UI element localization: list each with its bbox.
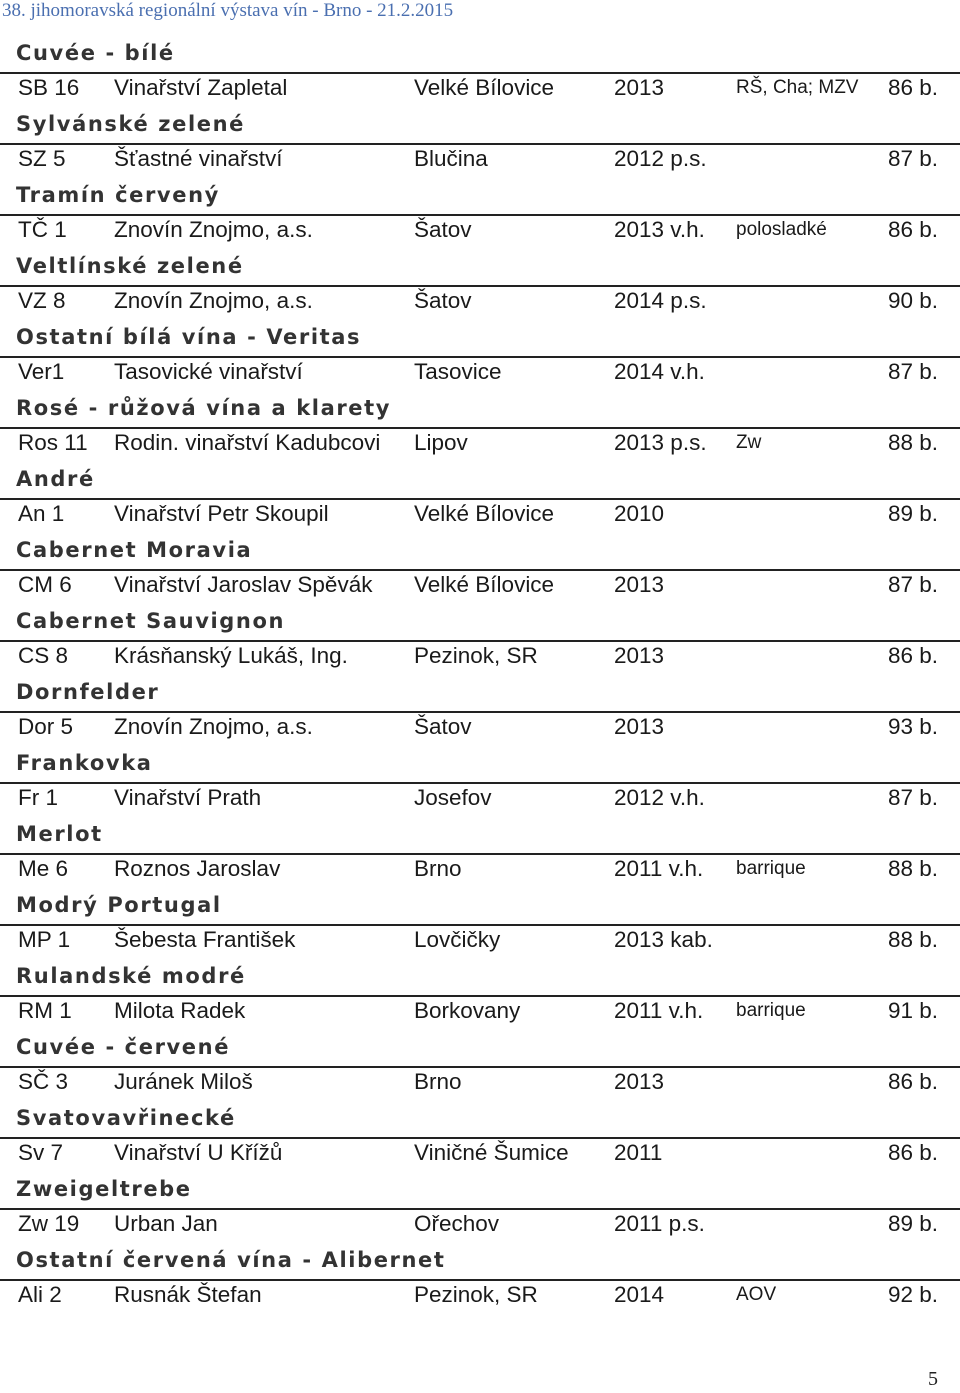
wine-note: Zw [736,432,762,453]
vintage: 2012 p.s. [614,146,707,171]
score: 88 b. [887,927,938,952]
wine-code: SZ 5 [18,146,66,171]
category-heading: Svatovavřinecké [16,1106,236,1130]
wine-section [0,107,960,178]
vintage: 2013 [614,1069,665,1094]
producer-name: Krásňanský Lukáš, Ing. [114,643,348,668]
wine-section [0,462,960,533]
score: 93 b. [887,714,938,739]
score: 86 b. [887,75,938,100]
table-row [0,924,960,959]
producer-name: Vinařství Prath [114,785,262,810]
category-heading: Cuvée - červené [16,1035,231,1059]
table-row [0,853,960,888]
table-row [0,285,960,320]
score: 87 b. [887,785,938,810]
producer-place: Velké Bílovice [414,501,555,526]
producer-place: Brno [414,1069,462,1094]
table-row [0,1137,960,1172]
vintage: 2013 kab. [614,927,713,952]
wine-code: Fr 1 [18,785,59,810]
producer-name: Šebesta František [114,927,296,952]
table-row [0,143,960,178]
wine-section [0,675,960,746]
producer-name: Juránek Miloš [114,1069,253,1094]
score: 87 b. [887,572,938,597]
category-heading: André [16,467,95,491]
producer-name: Roznos Jaroslav [114,856,281,881]
producer-name: Znovín Znojmo, a.s. [114,217,313,242]
producer-place: Pezinok, SR [414,643,538,668]
table-row [0,498,960,533]
category-heading: Veltlínské zelené [16,254,244,278]
wine-code: CS 8 [18,643,69,668]
score: 89 b. [887,1211,938,1236]
producer-name: Tasovické vinařství [114,359,303,384]
wine-code: An 1 [18,501,65,526]
vintage: 2011 p.s. [614,1211,705,1236]
vintage: 2013 p.s. [614,430,707,455]
table-row [0,356,960,391]
category-heading: Sylvánské zelené [16,112,245,136]
score: 88 b. [887,856,938,881]
table-row [0,782,960,817]
producer-place: Pezinok, SR [414,1282,538,1307]
wine-code: Zw 19 [18,1211,80,1236]
table-row [0,1208,960,1243]
vintage: 2014 [614,1282,665,1307]
wine-code: SB 16 [18,75,80,100]
table-row [0,1066,960,1101]
category-heading: Cabernet Sauvignon [16,609,286,633]
wine-section [0,533,960,604]
wine-code: Ros 11 [18,430,88,455]
producer-name: Urban Jan [114,1211,218,1236]
producer-place: Šatov [414,714,472,739]
wine-section [0,1243,960,1314]
producer-place: Brno [414,856,462,881]
category-heading: Cabernet Moravia [16,538,253,562]
score: 90 b. [887,288,938,313]
score: 92 b. [887,1282,938,1307]
vintage: 2014 p.s. [614,288,707,313]
producer-name: Vinařství U Křížů [114,1140,283,1165]
producer-place: Šatov [414,217,472,242]
table-row [0,72,960,107]
wine-section [0,746,960,817]
producer-name: Milota Radek [114,998,246,1023]
wine-section [0,1172,960,1243]
table-row [0,995,960,1030]
wine-note: polosladké [736,219,827,240]
vintage: 2011 v.h. [614,856,704,881]
producer-name: Vinařství Petr Skoupil [114,501,329,526]
vintage: 2013 [614,643,665,668]
category-heading: Ostatní bílá vína - Veritas [16,325,362,349]
score: 86 b. [887,217,938,242]
category-heading: Tramín červený [16,183,220,207]
producer-name: Znovín Znojmo, a.s. [114,714,313,739]
score: 87 b. [887,146,938,171]
score: 89 b. [887,501,938,526]
page-header: 38. jihomoravská regionální výstava vín - Brno - 21.2.2015 [2,0,454,21]
category-heading: Rosé - růžová vína a klarety [16,396,392,420]
wine-section [0,817,960,888]
score: 86 b. [887,1140,938,1165]
producer-place: Velké Bílovice [414,572,555,597]
table-row [0,427,960,462]
table-row [0,1279,960,1314]
table-row [0,569,960,604]
vintage: 2011 [614,1140,663,1165]
wine-code: Me 6 [18,856,69,881]
score: 91 b. [887,998,938,1023]
producer-place: Borkovany [414,998,521,1023]
producer-name: Šťastné vinařství [114,146,283,171]
wine-section [0,36,960,107]
wine-results-list [0,36,960,1314]
producer-place: Lovčičky [414,927,501,952]
producer-place: Josefov [414,785,492,810]
wine-code: Ali 2 [18,1282,62,1307]
wine-section [0,1101,960,1172]
wine-note: barrique [736,858,806,879]
vintage: 2012 v.h. [614,785,705,810]
wine-code: TČ 1 [18,217,67,242]
category-heading: Dornfelder [16,680,160,704]
score: 86 b. [887,643,938,668]
wine-section [0,888,960,959]
score: 88 b. [887,430,938,455]
category-heading: Rulandské modré [16,964,246,988]
producer-place: Ořechov [414,1211,500,1236]
category-heading: Zweigeltrebe [16,1177,192,1201]
vintage: 2011 v.h. [614,998,704,1023]
producer-name: Znovín Znojmo, a.s. [114,288,313,313]
wine-section [0,178,960,249]
producer-place: Viničné Šumice [414,1140,569,1165]
wine-code: CM 6 [18,572,72,597]
producer-place: Lipov [414,430,468,455]
wine-note: barrique [736,1000,806,1021]
producer-place: Velké Bílovice [414,75,555,100]
vintage: 2014 v.h. [614,359,705,384]
wine-note: RŠ, Cha; MZV [736,77,859,98]
page-number: 5 [928,1368,938,1390]
category-heading: Merlot [16,822,103,846]
vintage: 2013 [614,572,665,597]
wine-note: AOV [736,1284,777,1305]
score: 87 b. [887,359,938,384]
table-row [0,711,960,746]
table-row [0,214,960,249]
vintage: 2010 [614,501,665,526]
wine-section [0,320,960,391]
wine-code: MP 1 [18,927,71,952]
wine-code: VZ 8 [18,288,66,313]
producer-name: Rusnák Štefan [114,1282,262,1307]
wine-code: Ver1 [18,359,65,384]
wine-section [0,959,960,1030]
producer-name: Vinařství Jaroslav Spěvák [114,572,373,597]
vintage: 2013 [614,75,665,100]
producer-name: Vinařství Zapletal [114,75,288,100]
wine-section [0,391,960,462]
vintage: 2013 [614,714,665,739]
score: 86 b. [887,1069,938,1094]
wine-code: SČ 3 [18,1069,69,1094]
vintage: 2013 v.h. [614,217,705,242]
wine-section [0,249,960,320]
wine-section [0,604,960,675]
wine-code: RM 1 [18,998,72,1023]
wine-code: Sv 7 [18,1140,64,1165]
producer-place: Šatov [414,288,472,313]
wine-code: Dor 5 [18,714,74,739]
category-heading: Modrý Portugal [16,893,222,917]
producer-name: Rodin. vinařství Kadubcovi [114,430,381,455]
table-row [0,640,960,675]
category-heading: Cuvée - bílé [16,41,175,65]
producer-place: Blučina [414,146,488,171]
producer-place: Tasovice [414,359,502,384]
category-heading: Frankovka [16,751,153,775]
wine-section [0,1030,960,1101]
category-heading: Ostatní červená vína - Alibernet [16,1248,446,1272]
